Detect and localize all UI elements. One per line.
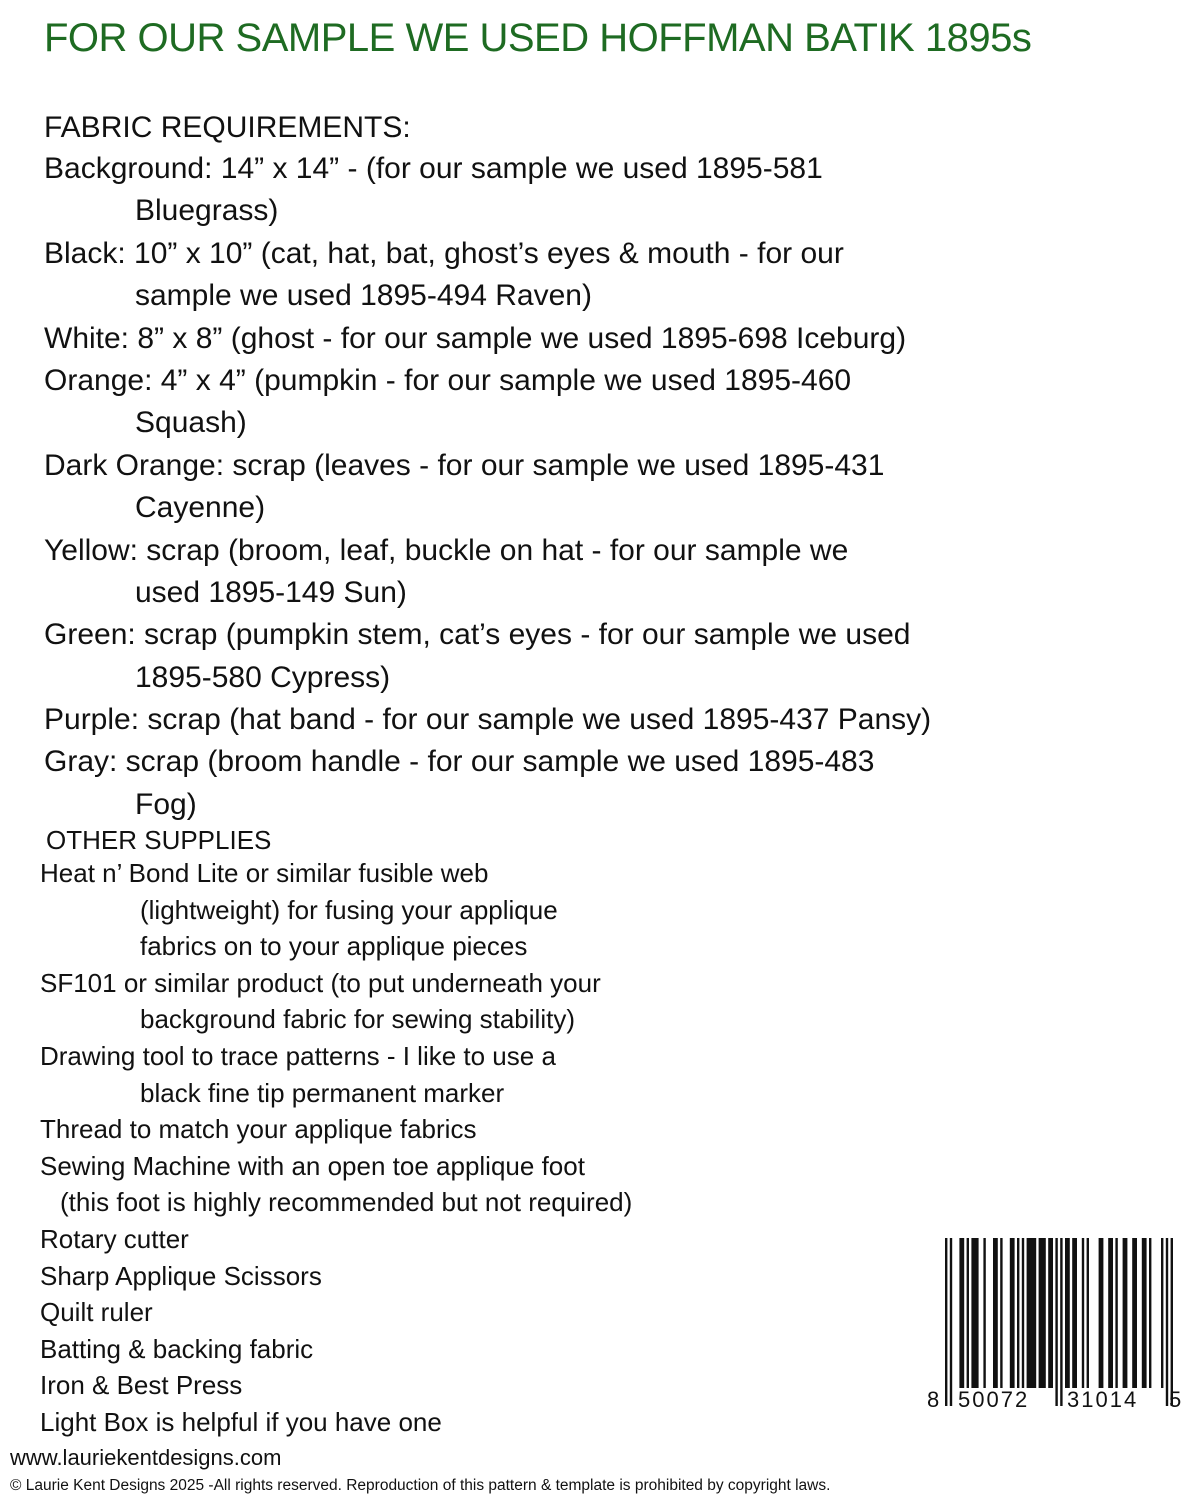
copyright-notice: © Laurie Kent Designs 2025 -All rights reserved. Reproduction of this pattern & template is prohibited by copyright laws. [10, 1477, 831, 1494]
barcode-bar [1099, 1238, 1104, 1388]
supply-line: Iron & Best Press [40, 1370, 243, 1401]
fabric-line-orange: Orange: 4” x 4” (pumpkin - for our sample we used 1895-460 [44, 363, 852, 397]
barcode-bar [1022, 1238, 1024, 1388]
fabric-line-orange-cont: Squash) [135, 406, 247, 440]
barcode-bar [1082, 1238, 1084, 1388]
fabric-line-gray: Gray: scrap (broom handle - for our sample we used 1895-483 [44, 745, 875, 779]
fabric-line-black-cont: sample we used 1895-494 Raven) [135, 279, 592, 313]
barcode-bar [993, 1238, 998, 1388]
supply-line: Heat n’ Bond Lite or similar fusible web [40, 858, 489, 888]
barcode-bar [1017, 1238, 1019, 1388]
barcode-bar [1149, 1238, 1151, 1388]
barcode-bar [1132, 1238, 1137, 1388]
supply-line: Drawing tool to trace patterns - I like to use a [40, 1040, 556, 1071]
barcode-digits [925, 1386, 1180, 1416]
fabric-line-white: White: 8” x 8” (ghost - for our sample we used 1895-698 Iceburg) [44, 321, 907, 355]
fabric-line-yellow-cont: used 1895-149 Sun) [135, 575, 407, 609]
barcode-digit-first: 8 [927, 1387, 940, 1412]
barcode-bar [1000, 1238, 1002, 1388]
supply-line: Batting & backing fabric [40, 1333, 314, 1364]
barcode-bar [1039, 1238, 1046, 1388]
barcode-bar [950, 1238, 952, 1406]
barcode-bar [1060, 1238, 1062, 1406]
barcode-digits-right: 31014 [1067, 1387, 1139, 1412]
supply-line: SF101 or similar product (to put underneath your [40, 967, 601, 998]
barcode-bar [1072, 1238, 1077, 1388]
barcode-digit-last: 5 [1169, 1387, 1182, 1412]
barcode-bar [1065, 1238, 1070, 1388]
other-supplies-list [40, 855, 900, 1441]
supply-line-cont: black fine tip permanent marker [140, 1077, 505, 1108]
barcode-bar [1161, 1238, 1163, 1388]
supply-line-cont: fabrics on to your applique pieces [140, 931, 528, 962]
barcode-bar [945, 1238, 947, 1406]
website-url: www.lauriekentdesigns.com [10, 1445, 282, 1470]
barcode-bars-graphic [925, 1236, 1180, 1406]
barcode-bar [983, 1238, 985, 1388]
other-supplies-heading: OTHER SUPPLIES [46, 825, 272, 855]
barcode-bar [959, 1238, 964, 1388]
barcode-bar [1166, 1238, 1168, 1406]
barcode-bar [1048, 1238, 1053, 1388]
fabric-line-green: Green: scrap (pumpkin stem, cat’s eyes - for our sample we used [44, 618, 911, 652]
supply-line: Light Box is helpful if you have one [40, 1406, 442, 1437]
fabric-line-purple: Purple: scrap (hat band - for our sample we used 1895-437 Pansy) [44, 703, 932, 737]
fabric-line-dark-orange: Dark Orange: scrap (leaves - for our sample we used 1895-431 [44, 448, 885, 482]
supply-line: Sewing Machine with an open toe applique foot [40, 1150, 585, 1181]
supply-line: Rotary cutter [40, 1223, 189, 1254]
barcode-bar [1027, 1238, 1037, 1388]
fabric-requirements-heading: FABRIC REQUIREMENTS: [44, 111, 411, 144]
barcode-bar [967, 1238, 969, 1388]
headline: FOR OUR SAMPLE WE USED HOFFMAN BATIK 1895s [44, 16, 1032, 60]
fabric-line-yellow: Yellow: scrap (broom, leaf, buckle on hat - for our sample we [44, 533, 849, 567]
fabric-line-background-cont: Bluegrass) [135, 194, 279, 228]
fabric-line-black: Black: 10” x 10” (cat, hat, bat, ghost’s eyes & mouth - for our [44, 236, 844, 270]
fabric-line-green-cont: 1895-580 Cypress) [135, 660, 391, 694]
barcode-bar [1087, 1238, 1089, 1388]
barcode-bar [1108, 1238, 1113, 1388]
barcode-bar [1115, 1238, 1117, 1388]
supply-line: Thread to match your applique fabrics [40, 1114, 477, 1145]
supply-line: Sharp Applique Scissors [40, 1260, 322, 1291]
supply-line: Quilt ruler [40, 1297, 153, 1328]
barcode-digits-left: 50072 [958, 1387, 1030, 1412]
barcode-bar [1055, 1238, 1057, 1406]
fabric-requirements-list [44, 148, 1054, 826]
barcode-bar [1010, 1238, 1015, 1388]
fabric-line-dark-orange-cont: Cayenne) [135, 491, 266, 525]
fabric-line-background: Background: 14” x 14” - (for our sample we used 1895-581 [44, 152, 823, 185]
barcode-bar [971, 1238, 978, 1388]
barcode-bar [1142, 1238, 1147, 1388]
barcode-bar [1123, 1238, 1128, 1388]
upc-barcode [925, 1236, 1180, 1416]
supply-line-cont: (lightweight) for fusing your applique [140, 894, 558, 925]
barcode-bar [1171, 1238, 1173, 1406]
supply-line-cont: background fabric for sewing stability) [140, 1004, 575, 1035]
fabric-line-gray-cont: Fog) [135, 787, 197, 821]
supply-line-cont: (this foot is highly recommended but not required) [60, 1187, 633, 1218]
